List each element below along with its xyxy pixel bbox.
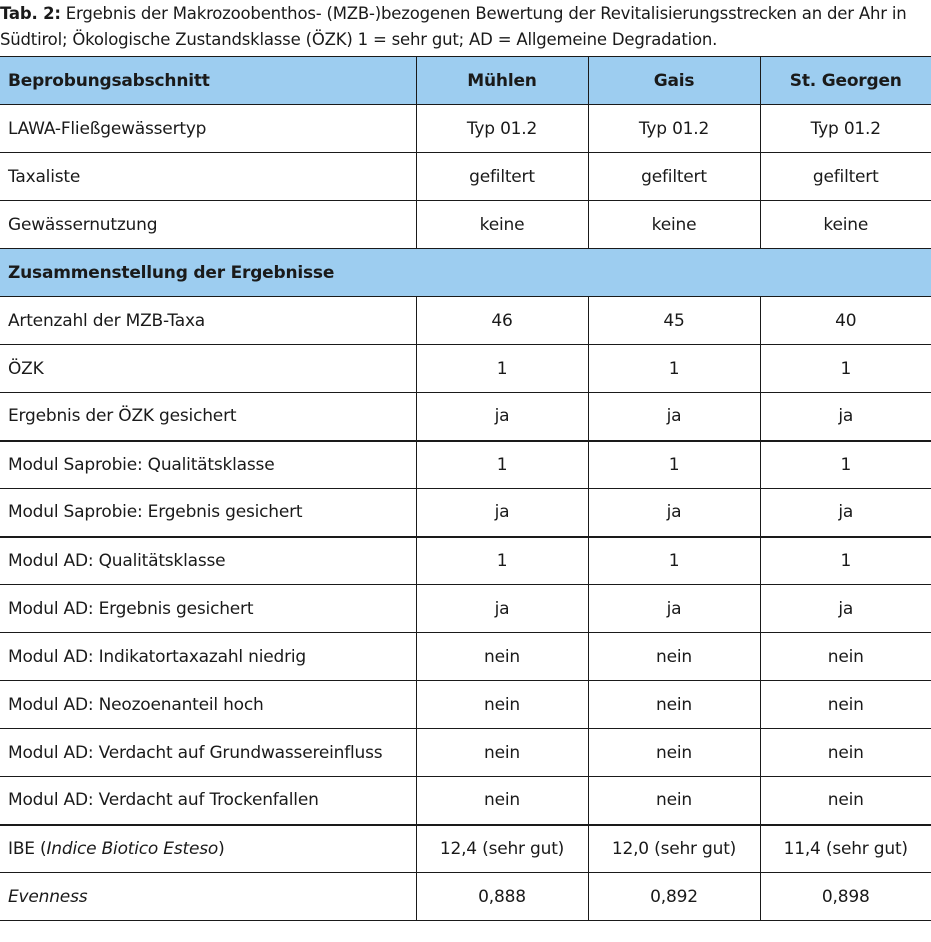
- cell-value: nein: [416, 729, 588, 777]
- cell-value: gefiltert: [760, 153, 931, 201]
- cell-value: nein: [760, 681, 931, 729]
- cell-value: 1: [588, 345, 760, 393]
- cell-value: keine: [416, 201, 588, 249]
- cell-value: 12,4 (sehr gut): [416, 825, 588, 873]
- table-caption: [0, 0, 931, 53]
- row-label: Modul AD: Verdacht auf Trockenfallen: [0, 777, 416, 825]
- row-label: Ergebnis der ÖZK gesichert: [0, 393, 416, 441]
- header-beprobungsabschnitt: Beprobungsabschnitt: [0, 57, 416, 105]
- cell-value: Typ 01.2: [760, 105, 931, 153]
- section-header-row: [0, 249, 931, 297]
- row-label: Modul AD: Verdacht auf Grundwassereinfluss: [0, 729, 416, 777]
- cell-value: nein: [588, 681, 760, 729]
- row-label: Modul AD: Indikatortaxazahl niedrig: [0, 633, 416, 681]
- cell-value: ja: [588, 489, 760, 537]
- table-row: [0, 489, 931, 537]
- row-label: Evenness: [0, 873, 416, 921]
- cell-value: 12,0 (sehr gut): [588, 825, 760, 873]
- cell-value: nein: [416, 633, 588, 681]
- cell-value: nein: [416, 777, 588, 825]
- cell-value: keine: [760, 201, 931, 249]
- table-row-ibe: [0, 825, 931, 873]
- cell-value: 1: [760, 345, 931, 393]
- table-row: [0, 633, 931, 681]
- table-row: [0, 777, 931, 825]
- cell-value: 1: [416, 345, 588, 393]
- row-label: ÖZK: [0, 345, 416, 393]
- cell-value: nein: [760, 729, 931, 777]
- cell-value: 1: [588, 537, 760, 585]
- row-label: Modul AD: Ergebnis gesichert: [0, 585, 416, 633]
- cell-value: 11,4 (sehr gut): [760, 825, 931, 873]
- caption-label: Tab. 2:: [0, 4, 61, 23]
- cell-value: nein: [588, 729, 760, 777]
- cell-value: ja: [416, 489, 588, 537]
- cell-value: ja: [760, 585, 931, 633]
- cell-value: Typ 01.2: [588, 105, 760, 153]
- cell-value: nein: [760, 777, 931, 825]
- cell-value: Typ 01.2: [416, 105, 588, 153]
- cell-value: ja: [416, 393, 588, 441]
- cell-value: 1: [588, 441, 760, 489]
- cell-value: ja: [760, 489, 931, 537]
- table-row: [0, 105, 931, 153]
- cell-value: 0,888: [416, 873, 588, 921]
- cell-value: 46: [416, 297, 588, 345]
- cell-value: gefiltert: [588, 153, 760, 201]
- row-label: Modul Saprobie: Qualitätsklasse: [0, 441, 416, 489]
- row-label: LAWA-Fließgewässertyp: [0, 105, 416, 153]
- cell-value: 1: [416, 441, 588, 489]
- cell-value: gefiltert: [416, 153, 588, 201]
- table-row: [0, 681, 931, 729]
- table-row: [0, 153, 931, 201]
- row-label: [0, 825, 416, 873]
- cell-value: 45: [588, 297, 760, 345]
- cell-value: 1: [416, 537, 588, 585]
- cell-value: 0,892: [588, 873, 760, 921]
- table-header-row: [0, 57, 931, 105]
- table-row-evenness: [0, 873, 931, 921]
- cell-value: nein: [416, 681, 588, 729]
- table-row: [0, 729, 931, 777]
- row-label: Modul Saprobie: Ergebnis gesichert: [0, 489, 416, 537]
- cell-value: 1: [760, 537, 931, 585]
- ibe-label-suffix: ): [218, 838, 225, 859]
- header-st-georgen: St. Georgen: [760, 57, 931, 105]
- table-row: [0, 393, 931, 441]
- row-label: Gewässernutzung: [0, 201, 416, 249]
- row-label: Taxaliste: [0, 153, 416, 201]
- cell-value: 0,898: [760, 873, 931, 921]
- cell-value: ja: [416, 585, 588, 633]
- cell-value: ja: [760, 393, 931, 441]
- cell-value: nein: [588, 777, 760, 825]
- table-row: [0, 441, 931, 489]
- cell-value: 1: [760, 441, 931, 489]
- caption-text: Ergebnis der Makrozoobenthos- (MZB-)bezogenen Bewertung der Revitalisierungsstrecken an der Ahr in Südtirol; Ökologische Zustandsklasse (ÖZK) 1 = sehr gut; AD = Allgemeine Degradation.: [0, 4, 907, 49]
- header-muehlen: Mühlen: [416, 57, 588, 105]
- cell-value: nein: [588, 633, 760, 681]
- cell-value: 40: [760, 297, 931, 345]
- header-gais: Gais: [588, 57, 760, 105]
- cell-value: keine: [588, 201, 760, 249]
- cell-value: nein: [760, 633, 931, 681]
- row-label: Modul AD: Neozoenanteil hoch: [0, 681, 416, 729]
- ibe-label-italic: Indice Biotico Esteso: [46, 838, 219, 859]
- table-row: [0, 537, 931, 585]
- cell-value: ja: [588, 585, 760, 633]
- section-title: Zusammenstellung der Ergebnisse: [0, 249, 931, 297]
- row-label: Modul AD: Qualitätsklasse: [0, 537, 416, 585]
- ibe-label-prefix: IBE (: [8, 838, 47, 859]
- results-table: [0, 56, 931, 921]
- table-row: [0, 201, 931, 249]
- cell-value: ja: [588, 393, 760, 441]
- row-label: Artenzahl der MZB-Taxa: [0, 297, 416, 345]
- table-row: [0, 345, 931, 393]
- table-row: [0, 297, 931, 345]
- table-row: [0, 585, 931, 633]
